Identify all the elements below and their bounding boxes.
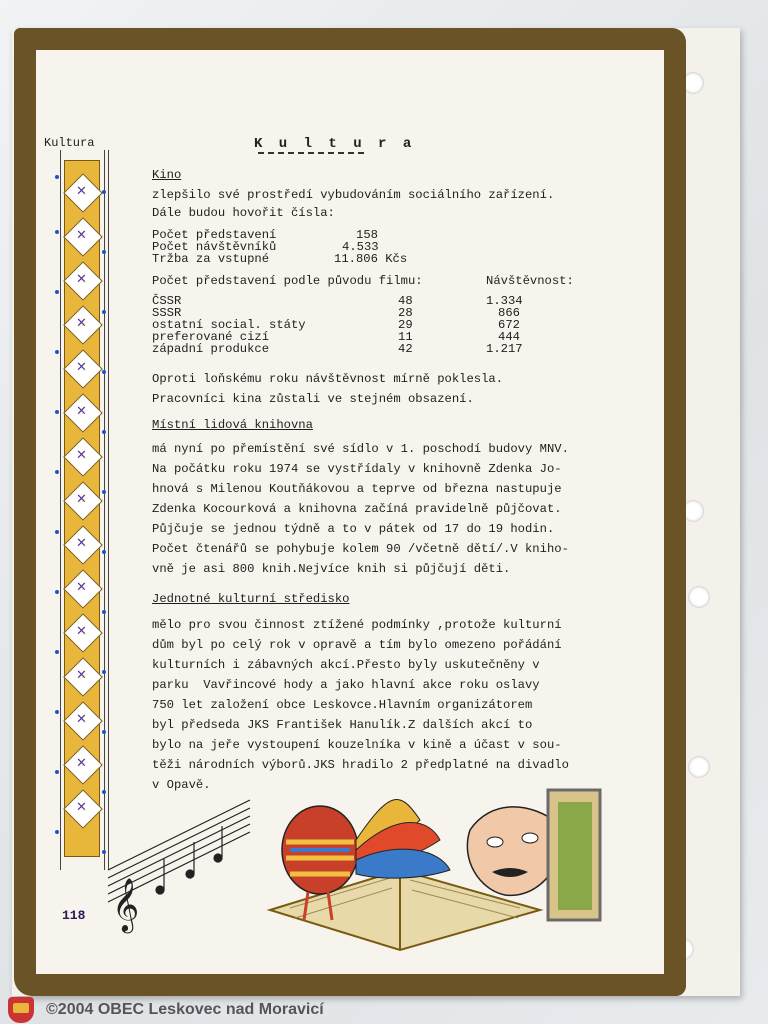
- table-cell-visits: 1.217: [486, 342, 523, 356]
- text-line: má nyní po přemístění své sídlo v 1. poschodí budovy MNV.: [152, 442, 569, 456]
- text-line: zlepšilo své prostředí vybudováním sociálního zařízení.: [152, 188, 555, 202]
- ornament-line: [108, 150, 109, 870]
- copyright-text: ©2004 OBEC Leskovec nad Moravicí: [46, 1001, 324, 1018]
- text-line: Půjčuje se jednou týdně a to v pátek od 17 do 19 hodin.: [152, 522, 555, 536]
- text-line: Pracovníci kina zůstali ve stejném obsazení.: [152, 392, 474, 406]
- text-line: kulturních i zábavných akcí.Přesto byly uskutečněny v: [152, 658, 540, 672]
- table-cell-origin: preferované cizí: [152, 330, 270, 344]
- side-label: Kultura: [44, 136, 95, 150]
- coat-of-arms-icon: [8, 997, 34, 1023]
- text-line: těži národních výborů.JKS hradilo 2 předplatné na divadlo: [152, 758, 569, 772]
- table-cell-shows: 42: [398, 342, 413, 356]
- table-cell-visits: 1.334: [486, 294, 523, 308]
- table-header-origin: Počet představení podle původu filmu:: [152, 274, 423, 288]
- text-line: Zdenka Kocourková a knihovna začíná pravidelně půjčovat.: [152, 502, 562, 516]
- ornament-line: [60, 150, 61, 870]
- table-cell-visits: 866: [498, 306, 520, 320]
- table-cell-shows: 11: [398, 330, 413, 344]
- section-heading-kino: Kino: [152, 168, 182, 182]
- text-line: hnová s Milenou Koutňákovou a teprve od března nastupuje: [152, 482, 562, 496]
- text-line: byl předseda JKS František Hanulík.Z dalších akcí to: [152, 718, 533, 732]
- ornament-diamond: [63, 393, 103, 433]
- folk-ornament-stripe: [64, 160, 100, 857]
- ornament-diamond: [63, 261, 103, 301]
- footer-bar: [0, 996, 768, 1024]
- door-frame-icon: [548, 790, 600, 920]
- culture-illustration: [100, 780, 660, 960]
- text-line: Na počátku roku 1974 se vystřídaly v knihovně Zdenka Jo-: [152, 462, 562, 476]
- table-cell-origin: ostatní social. státy: [152, 318, 306, 332]
- section-heading-jks: Jednotné kulturní středisko: [152, 592, 350, 606]
- table-cell-origin: západní produkce: [152, 342, 270, 356]
- text-line: 750 let založení obce Leskovce.Hlavním organizátorem: [152, 698, 533, 712]
- table-cell-shows: 29: [398, 318, 413, 332]
- table-cell-visits: 672: [498, 318, 520, 332]
- music-staff-icon: [108, 800, 250, 933]
- text-line: bylo na jeře vystoupení kouzelníka v kině a účast v sou-: [152, 738, 562, 752]
- svg-text:𝄞: 𝄞: [112, 877, 140, 931]
- ornament-diamond: [63, 701, 103, 741]
- ornament-diamond: [63, 613, 103, 653]
- stat-value: 11.806 Kčs: [334, 252, 408, 266]
- stat-label: Počet představení: [152, 228, 277, 242]
- ornament-line: [104, 150, 105, 870]
- text-line: Počet čtenářů se pohybuje kolem 90 /včetně dětí/.V kniho-: [152, 542, 569, 556]
- text-line: Oproti loňskému roku návštěvnost mírně poklesla.: [152, 372, 504, 386]
- ornament-diamond: [63, 349, 103, 389]
- text-line: parku Vavřincové hody a jako hlavní akce roku oslavy: [152, 678, 540, 692]
- ornament-diamond: [63, 569, 103, 609]
- section-heading-knihovna: Místní lidová knihovna: [152, 418, 313, 432]
- table-header-visits: Návštěvnost:: [486, 274, 574, 288]
- table-cell-shows: 48: [398, 294, 413, 308]
- table-cell-visits: 444: [498, 330, 520, 344]
- ornament-diamond: [63, 745, 103, 785]
- page-number: 118: [62, 908, 86, 923]
- title-underline: [258, 152, 364, 154]
- stat-label: Tržba za vstupné: [152, 252, 270, 266]
- stat-label: Počet návštěvníků: [152, 240, 277, 254]
- table-cell-shows: 28: [398, 306, 413, 320]
- ornament-diamond: [63, 437, 103, 477]
- text-line: mělo pro svou činnost ztížené podmínky ,protože kulturní: [152, 618, 562, 632]
- table-cell-origin: ČSSR: [152, 294, 182, 308]
- ornament-diamond: [63, 305, 103, 345]
- ornament-diamond: [63, 217, 103, 257]
- ornament-diamond: [63, 789, 103, 829]
- text-line: v Opavě.: [152, 778, 211, 792]
- text-line: vně je asi 800 knih.Nejvíce knih si půjčují děti.: [152, 562, 511, 576]
- text-line: Dále budou hovořit čísla:: [152, 206, 335, 220]
- ornament-diamond: [63, 525, 103, 565]
- ornament-diamond: [63, 173, 103, 213]
- page-title: K u l t u r a: [254, 136, 416, 152]
- stat-value: 4.533: [342, 240, 379, 254]
- ornament-diamond: [63, 481, 103, 521]
- punch-hole: [688, 756, 710, 778]
- text-line: dům byl po celý rok v opravě a tím bylo omezeno pořádání: [152, 638, 562, 652]
- ornament-diamond: [63, 657, 103, 697]
- punch-hole: [688, 586, 710, 608]
- stat-value: 158: [356, 228, 378, 242]
- table-cell-origin: SSSR: [152, 306, 182, 320]
